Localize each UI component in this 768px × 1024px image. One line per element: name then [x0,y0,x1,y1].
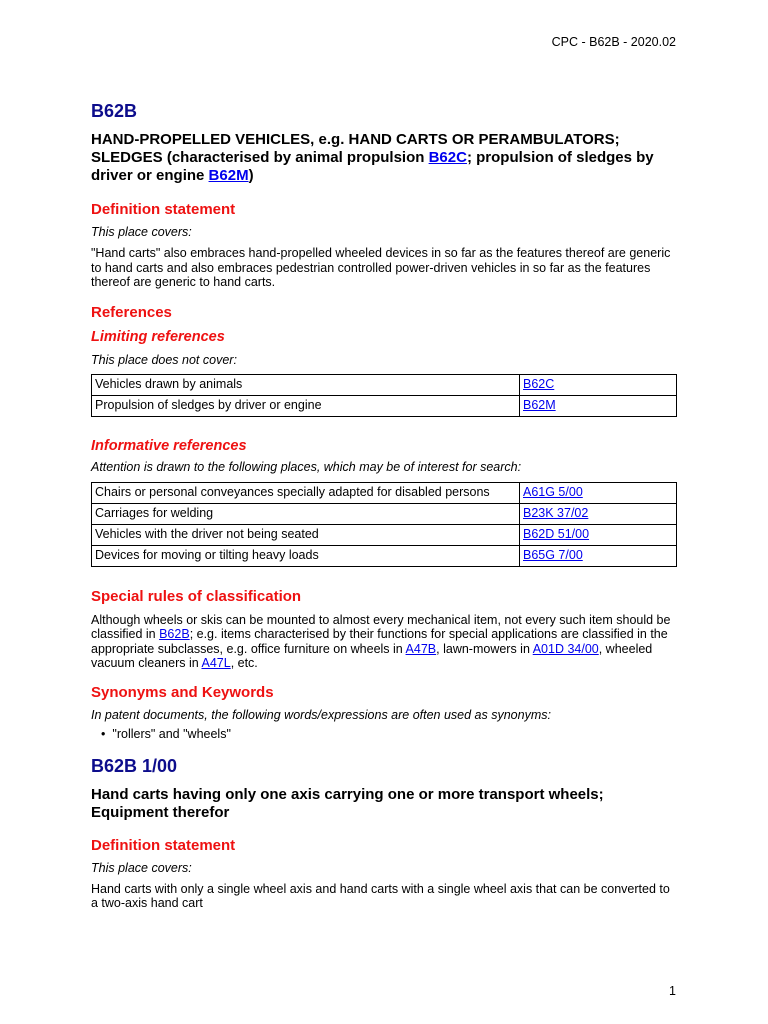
link-b62m[interactable]: B62M [208,167,249,184]
reference-link[interactable]: B62M [523,397,556,412]
subgroup-definition-heading: Definition statement [91,836,236,854]
reference-link[interactable]: A61G 5/00 [523,484,583,499]
informative-references-label: Attention is drawn to the following places, which may be of interest for search: [91,459,522,474]
definition-text: "Hand carts" also embraces hand-propelled wheeled devices in so far as the features thereof are generic to hand carts and also embraces pedestrian controlled power-driven vehicles in so far as the features thereof are generic to hand carts. [91,246,671,289]
limiting-references-heading: Limiting references [91,328,225,345]
link-b62c[interactable]: B62C [428,149,467,166]
informative-references-table [91,482,677,567]
table-row [92,503,677,524]
class-title: HAND-PROPELLED VEHICLES, e.g. HAND CARTS OR PERAMBULATORS; SLEDGES (characterised by animal propulsion B62C; propulsion of sledges by driver or engine B62M) [91,131,654,184]
synonyms-heading: Synonyms and Keywords [91,683,274,701]
special-rules-text: Although wheels or skis can be mounted to almost every mechanical item, not every such item should be classified in B62B; e.g. items characterised by their functions for special applications are classified in the appropriate subclasses, e.g. office furniture on wheels in A47B, lawn-mowers in A01D 34/00, wheeled vacuum cleaners in A47L, etc. [91,612,671,670]
table-row [92,374,677,395]
reference-text: Propulsion of sledges by driver or engine [92,395,520,416]
reference-link[interactable]: B62C [523,376,555,391]
limiting-references-table [91,374,677,417]
table-row [92,395,677,416]
running-head: CPC - B62B - 2020.02 [551,35,676,49]
list-item: • "rollers" and "wheels" [101,727,677,741]
main-content [91,100,677,911]
class-code: B62B [91,101,138,121]
table-row [92,524,677,545]
reference-text: Chairs or personal conveyances specially adapted for disabled persons [92,482,520,503]
references-heading: References [91,303,172,321]
reference-link[interactable]: B65G 7/00 [523,547,583,562]
reference-link[interactable]: B62D 51/00 [523,526,590,541]
link-a47b[interactable]: A47B [405,641,437,656]
definition-heading: Definition statement [91,201,236,218]
reference-link[interactable]: B23K 37/02 [523,505,589,520]
special-rules-heading: Special rules of classification [91,587,302,605]
subgroup-definition-text: Hand carts with only a single wheel axis and hand carts with a single wheel axis that can be converted to a two-axis hand cart [91,881,670,910]
link-a01d-34-00[interactable]: A01D 34/00 [532,641,599,656]
definition-covers-label: This place covers: [91,225,192,239]
subgroup-code: B62B 1/00 [91,755,178,776]
page-number: 1 [669,984,676,998]
table-row [92,545,677,566]
synonyms-list [91,727,677,741]
reference-text: Vehicles with the driver not being seated [92,524,520,545]
reference-text: Vehicles drawn by animals [92,374,520,395]
synonyms-label: In patent documents, the following words/expressions are often used as synonyms: [91,707,551,722]
limiting-references-label: This place does not cover: [91,352,237,367]
reference-text: Devices for moving or tilting heavy loads [92,545,520,566]
reference-text: Carriages for welding [92,503,520,524]
informative-references-heading: Informative references [91,437,247,454]
link-a47l[interactable]: A47L [201,656,231,670]
table-row [92,482,677,503]
link-b62b[interactable]: B62B [159,627,190,641]
subgroup-title: Hand carts having only one axis carrying one or more transport wheels; Equipment therefor [91,785,604,821]
subgroup-covers-label: This place covers: [91,860,192,875]
